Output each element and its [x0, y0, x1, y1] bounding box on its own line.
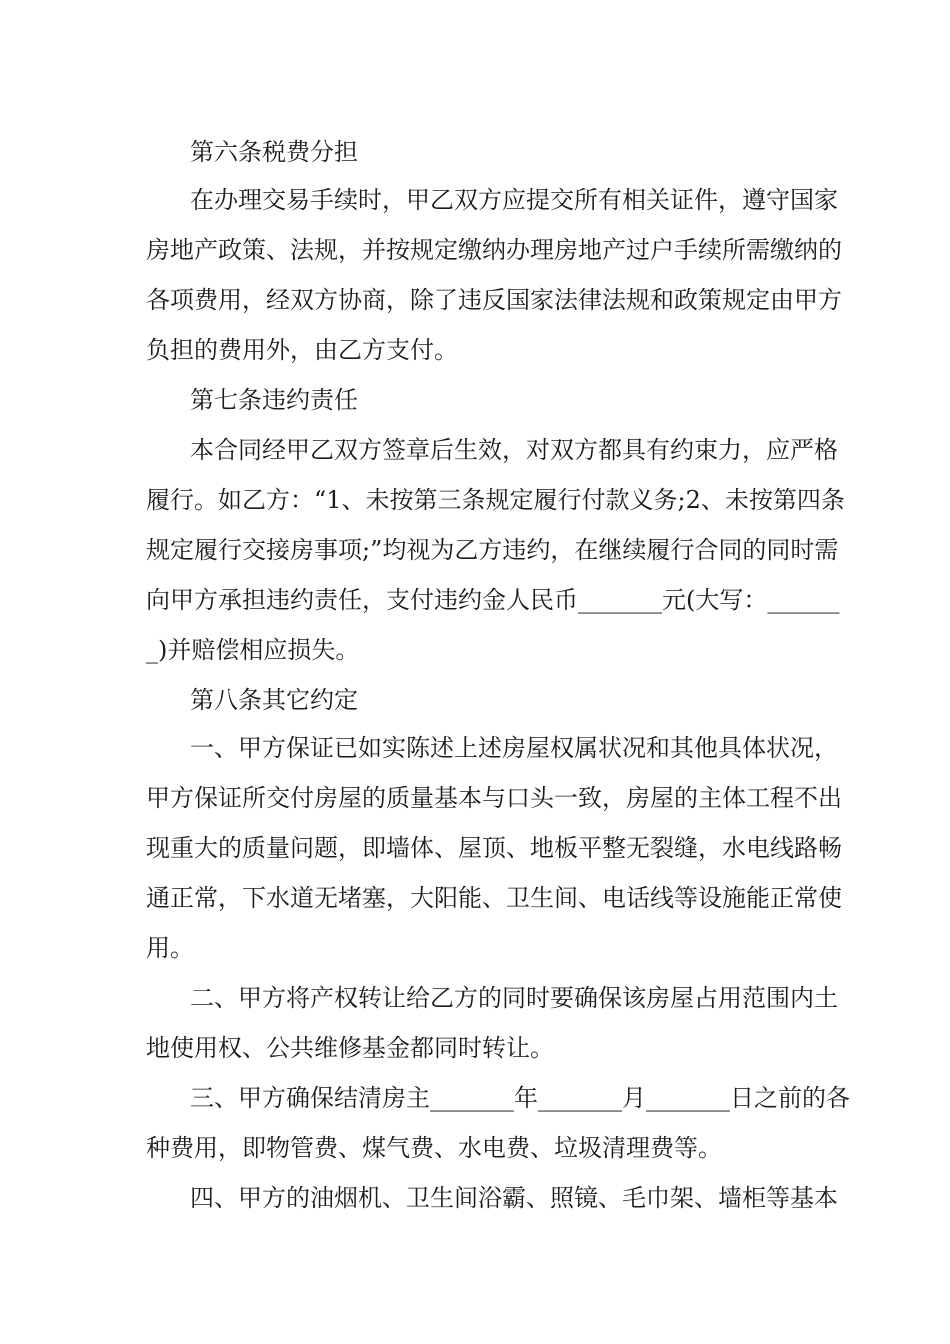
paragraph-line: 用。	[146, 934, 194, 962]
paragraph-line: 规定履行交接房事项;”均视为乙方违约，在继续履行合同的同时需	[146, 536, 839, 564]
heading-article-6: 第六条税费分担	[190, 138, 358, 166]
paragraph-line: 负担的费用外，由乙方支付。	[146, 336, 458, 364]
paragraph-line: 房地产政策、法规，并按规定缴纳办理房地产过户手续所需缴纳的	[146, 236, 842, 264]
paragraph-line: 现重大的质量问题，即墙体、屋顶、地板平整无裂缝，水电线路畅	[146, 834, 842, 862]
paragraph-line: 本合同经甲乙双方签章后生效，对双方都具有约束力，应严格	[190, 436, 838, 464]
paragraph-line: 向甲方承担违约责任，支付违约金人民币_______元(大写：______	[146, 586, 840, 614]
heading-article-7: 第七条违约责任	[190, 386, 358, 414]
paragraph-line: 通正常，下水道无堵塞，大阳能、卫生间、电话线等设施能正常使	[146, 884, 842, 912]
paragraph-line: 一、甲方保证已如实陈述上述房屋权属状况和其他具体状况，	[190, 734, 838, 762]
paragraph-line: 各项费用，经双方协商，除了违反国家法律法规和政策规定由甲方	[146, 286, 842, 314]
paragraph-line: 在办理交易手续时，甲乙双方应提交所有相关证件，遵守国家	[190, 186, 838, 214]
paragraph-line: 二、甲方将产权转让给乙方的同时要确保该房屋占用范围内土	[190, 984, 838, 1012]
paragraph-line: 甲方保证所交付房屋的质量基本与口头一致，房屋的主体工程不出	[146, 784, 842, 812]
paragraph-line: 履行。如乙方：“1、未按第三条规定履行付款义务;2、未按第四条	[146, 486, 845, 514]
paragraph-line: 四、甲方的油烟机、卫生间浴霸、照镜、毛巾架、墙柜等基本	[190, 1184, 838, 1212]
paragraph-line: 地使用权、公共维修基金都同时转让。	[146, 1034, 554, 1062]
paragraph-line: 三、甲方确保结清房主_______年_______月_______日之前的各	[190, 1084, 850, 1112]
paragraph-line: 种费用，即物管费、煤气费、水电费、垃圾清理费等。	[146, 1134, 722, 1162]
heading-article-8: 第八条其它约定	[190, 686, 358, 714]
paragraph-line: _)并赔偿相应损失。	[146, 636, 360, 664]
